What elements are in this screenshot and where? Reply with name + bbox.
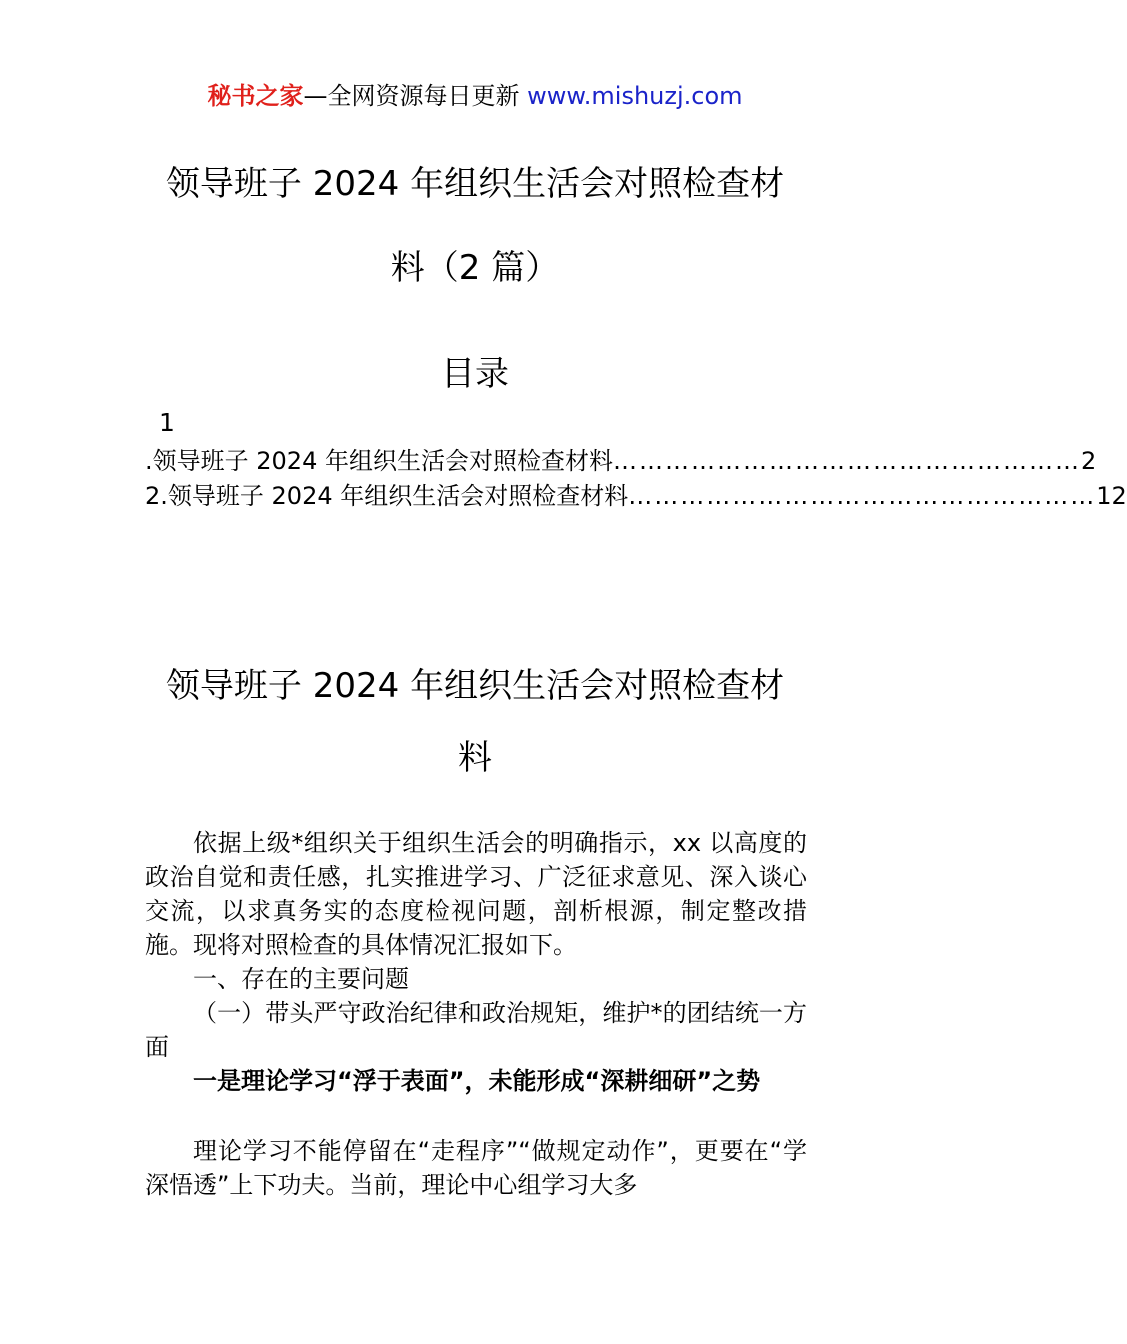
article-title-line2: 料 [458, 738, 492, 778]
body-paragraph-1: 理论学习不能停留在“走程序”“做规定动作”，更要在“学深悟透”上下功夫。当前，理论中心组学习大多 [145, 1137, 807, 1199]
article-intro-paragraph: 依据上级*组织关于组织生活会的明确指示，xx 以高度的政治自觉和责任感，扎实推进学习、广泛征求意见、深入谈心交流，以求真务实的态度检视问题，剖析根源，制定整改措施。现将对照检查的具体情况汇报如下。 [145, 829, 807, 959]
toc-item1-page: 2 [1080, 447, 1097, 475]
toc-item1-text: .领导班子 2024 年组织生活会对照检查材料 [145, 447, 613, 475]
toc-item2-text: 2.领导班子 2024 年组织生活会对照检查材料 [145, 482, 629, 510]
toc-item-2[interactable] [145, 479, 1127, 513]
subsection-heading-1: （一）带头严守政治纪律和政治规矩，维护*的团结统一方面 [145, 999, 807, 1061]
toc-item-1[interactable] [145, 444, 1097, 478]
toc-item2-page: 12 [1096, 482, 1127, 510]
cover-title-line1: 领导班子 2024 年组织生活会对照检查材 [165, 164, 785, 204]
toc-title: 目录 [441, 354, 509, 394]
site-url-link[interactable]: www.mishuzj.com [527, 82, 743, 110]
article-title-line1: 领导班子 2024 年组织生活会对照检查材 [165, 666, 785, 706]
site-brand: 秘书之家 [207, 82, 304, 110]
site-tagline: —全网资源每日更新 [303, 82, 528, 110]
toc-item2-leader: ……………………………………………… [628, 482, 1097, 510]
cover-title-line2: 料（2 篇） [390, 248, 560, 288]
point-heading-1: 一是理论学习“浮于表面”，未能形成“深耕细研”之势 [193, 1067, 761, 1095]
toc-item1-leader: ……………………………………………… [612, 447, 1081, 475]
site-header [0, 80, 950, 112]
section-heading-1: 一、存在的主要问题 [193, 965, 409, 993]
toc-item1-number: 1 [159, 408, 175, 437]
